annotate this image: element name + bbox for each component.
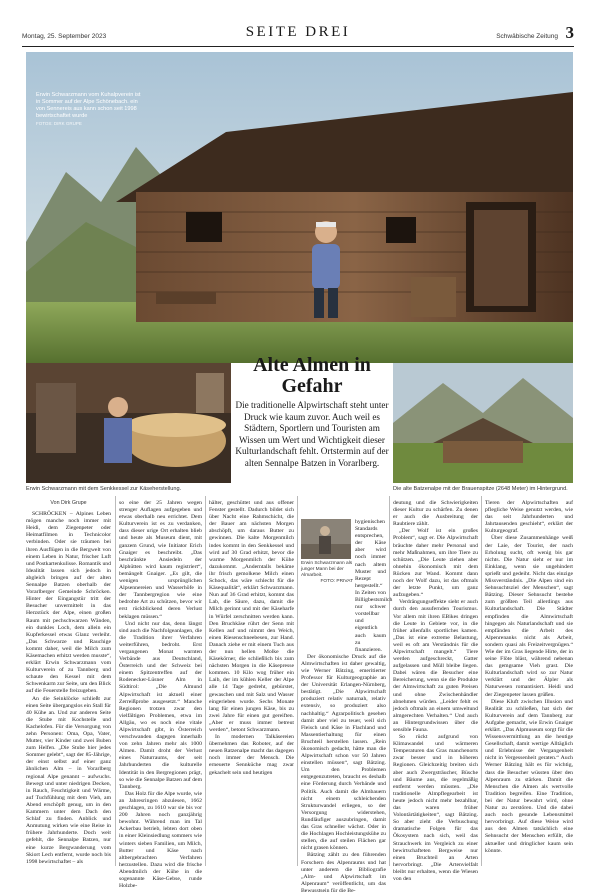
paragraph: Das Holz für die Alpe wurde, wie an Jahresringen abzulesen, 1662 geschlagen, zu 1610 war sie bis vor 200 Jahren noch ganzjährig bewohnt. Während man im Tal Ackerbau betrieb, lebten dort oben in einer Kleinsiedlung sommers wie winters sieben Familien, um Milch, Butter und Käse nach altbergebrachten Verfahren herzustellen. Dazu wird die frische Abendmilch der Kühe in die sogenannte Käse-Gebse, runde Holzbe- (119, 790, 202, 890)
article-column-1 (26, 500, 111, 866)
column-rule (297, 496, 298, 866)
kessel-photo-caption: Erwin Schwarzmann mit dem Senkkessel zur Käseherstellung. (26, 486, 182, 492)
column-rule (205, 496, 206, 866)
article-column-5 (393, 500, 478, 883)
paragraph: hygienischen Standards entsprechen, der Käse aber wird noch immer nach altem Muster und Rezept hergestellt.“ In Zeiten von Billigbestsmilch nur schwer vorstellbar und eigentlich auch kaum zu finanzieren. (355, 519, 393, 653)
paragraph: deutung und die Schwierigkeiten dieser Kultur zu schärfen. Zu denen er auch die Ausbreitung der Raubtiere zählt. (393, 500, 478, 528)
paragraph: Verdrängungseffekte sieht er auch durch den ausufernden Tourismus. Vor allem mit ihren EBikes dringen die Leute in Gebiete vor, in die früher allenfalls sportliches kamen. „Das ist eine extreme Belastung, weil es oft am Verständnis für die Alpwirtschaft mangelt.“ Tiere werden aufgeschreckt, Gatter aufgelassen und Müll bleibe liegen. Dabei wären die Besucher eine Bereicherung, wenn sie die Produkte der Almwirtschaft zu guten Preisen und ohne Zwischenhändler abnehmen würden. „Leider fehlt es jedoch oftmals an einem umweltund almgerechten Verhalten.“ Und auch an Hintergrundwissen über die sensible Fauna. (393, 599, 478, 733)
header-rule (22, 46, 574, 47)
paragraph: Tieren der Alpwirtschaften auf pflegliche Weise genutzt werden, wie das seit Jahrhunderten und Jahrtausenden geschieht“, erklärt der Kulturgeograf. (485, 500, 573, 535)
paper-name: Schwäbische Zeitung (496, 33, 558, 40)
batzenalpe-photo (393, 363, 573, 483)
paragraph: so eine der 25 Jahren wegen strenger Auflagen aufgegeben und etwas oberhalb neu errichtet. Dem Kulturverein ist es zu verdanken, dass dieser urige Ort erhalten blieb und heute als Museum dient, mit ganzem Grund, wie Initiator Erich Gnaiger es beschreibt. „Das beschränkte Ansiedeln der Alphütten wird kaum registriert“, bemängelt Gnaiger. „Es gilt, die wenigen ursprünglichen Alpsennereien und Wasserhöfe in der Tannbergregion wie eine bedrohte Art zu schützen, bevor wir erst rückblickend deren Verlust beklagen müssen.“ (119, 500, 202, 620)
column-rule (115, 496, 116, 866)
paragraph: Über diese Zusammenhänge weiß der Laie, der Tourist, der nach Erholung sucht, oft wenig bis gar nichts. Die Natur sieht er nur im Einklang, wenn sie ungehindert sprießt und gedeiht. Nicht das einzige Missverständnis. „Die Alpen sind ein Sehnsuchtsziel der Menschen“, sagt Bätzing. Dieser Sehnsucht bestehe zum größten Teil allerdings aus Kulturlandschaft. Die Städter empfinden die Almwirtschaft hingegen als Naturlandschaft und sie empfänden die Arbeit des Alpenrenanks nicht als Arbeit, sondern quasi als Freizeitvergnügen.“ Wie der im Gras liegende Hirte, der in seine Flöte bläst, während nebenan das gemgsame Vieh grast. Die Kulturlandschaft wird so zur Natur verklärt und der Älpler als Naturwesen romantisiert. Heidi und der Ziegenpeter lassen grüßen. (485, 535, 573, 698)
article-column-3 (209, 500, 294, 777)
page-number: 3 (565, 23, 574, 42)
batzenalpe-photo-caption: Die alte Batzenalpe mit der Brauenspitze (2648 Meter) im Hintergrund. (393, 486, 568, 492)
article-subhead: Die traditionelle Alpwirtschaft steht unter Druck wie kaum zuvor. Auch weil es Städtern, Sportlern und Touristen am Wissen um Wert und Wichtigkeit dieser Kulturlandschaft fehlt. Ortstermin auf der alten Sennalpe Batzen in Vorarlberg. (235, 400, 389, 468)
paragraph: hälter, geschüttet und aus offener Fenster gestellt. Dadurch bildet sich über Nacht eine Rahmschicht, die der Bauer am nächsten Morgen abschöpft, um daraus Butter zu gewinnen. Die kalte Morgenmilch indes kommt in den Senkkessel und wird auf 30 Grad erhitzt, bevor die warme Morgenmilch der Kühe dazukommt. „Anderntalls bekäme ihr frisch gemolkene Milch einen Schock, das wäre schlecht für die Käsequalität“, erklärt Schwarzmann. Nun auf 36 Grad erhitzt, kommt das Lab, die Säure, dazu, damit die Milch gerinnt und mit der Käseharfe in Würfel zerschnitten werden kann. Den Bruchkäse rührt der Senn mit Kellen auf und nimmt den Weich, einen Riesenschneebesen, zur Hand. Danach ziehe er mit einem Tuch aus der nun hellen Molke die Käsekörner, die schließlich bis zum nächsten Morgen in die Käsepresse kommen. 10 Kilo wog früher ein Laib, der im kühlen Keller der Alpe alle 14 Tage gedreht, gebürstet, gewaschen und mit Salz und Wasser eingerieben wurde. Sechs Monate lang für einen jungen Käse, bis zu zwei Jahre für einen gut gereiften. „Aber er muss immer betreut werden“, betont Schwarzmann. (209, 500, 294, 733)
caption-text: Erwin Schwarzmann als junger Mann bei der Almarbeit. (301, 561, 353, 578)
article-column-2 (119, 500, 202, 890)
paragraph: So rückt aufgrund von Klimawandel und wärmeren Temperaturen das Gras manchenorts zwar besser und in höheren Regionen. Gleichzeitig breiten sich aber auch Zwergsträucher, Büsche und Bäume aus, die regelmäßig entfernt werden müssten. „Die traditionelle Almpflegearbeit ist heute jedoch nicht mehr bezahlbar, das waren früher Volontärtätigkeiten“, sagt Bätzing. So aber zieht die Verbuschung dramatische Folgen für das Ökosystem nach sich, weil das Strauchwerk im Vergleich zu einer bewirtschafteten Bergweise nur einen Bruchteil an Arten hervorbringt. „Die Artenvielfalt bleibt nur erhalten, wenn die Wiesen von den (393, 734, 478, 882)
paragraph: Und nicht nur das, denn längst sind auch die Nachfolgeanlagen, die die Tradition ihrer Verfahren weiterführen, bedroht. Erst vergangenen Monat warnten Verbände aus Deutschland, Österreich und der Schweiz bei einem Spitzentreffen auf der Rodenecker-Lüsner Alm in Südtirol: „Die Almund Alpwirtschaft ist aktuell einer Zerreißprobe ausgesetzt.“ Manche Regionen trotzen zwar den vielfältigen Problemen, etwa im Allgäu, wo es noch eine vitale Alpwirtschaft gibt, in Österreich verschwanden dagegen innerhalb von zehn Jahren mehr als 1000 Almen. Damit droht der Verlust eines Naturraums, der seit Jahrhunderten die kulturelle Identität in den Bergregionen prägt, so wie die Sennalpe Batzen auf dem Tannberg. (119, 620, 202, 790)
section-title: SEITE DREI (245, 24, 351, 40)
paragraph: In modernen Talkäsereien übernehmen das Roboter, auf der neuen Ratzenalpe macht das dagegen noch immer der Mensch. Die erneuerte Sennküche mag zwar gekachelt sein und heutigen (209, 734, 294, 776)
issue-date: Montag, 25. September 2023 (22, 33, 107, 40)
column-rule (481, 496, 482, 866)
caption-text: Erwin Schwarzmann vom Kuhalpverein ist in Sommer auf der Alpe Schönebach. ein von Sennereis aus kann schon seit 1998 bewirtschaftet wurde (36, 92, 141, 119)
main-photo-caption (36, 92, 144, 127)
photo-credit: FOTOS: DIRK GRUPE (36, 121, 82, 126)
kessel-photo (26, 363, 231, 483)
paragraph: Der ökonomische Druck auf die Almwirtschaften ist daher gewaltig, wie Werner Bätzing, emeritierter Professor für Kulturgeographie an der Universität Erlangen-Nürnberg, bestätigt. „Die Alpwirtschaft produziert relativ naturnah, relativ extensiv, so produziert also nachhaltig.“ Agrarpolitisch gesehen damit aber viel zu teuer, weil sich Fleisch und Käse in Flachland und Massentierhaltung für einen Bruchteil herstellen lassen. „Rein ökonomisch gedacht, hätte man die Alpwirtschaft schon vor 50 Jahren einstellen müssen“, sagt Bätzing. Um den Problemen entgegenzutreten, braucht es deshalb eine Förderung durch Verbände und Politik. Auch damit die Almbauern nicht einem schleichenden Strukturwandel erliegen, so der Versorgung widerstehen, Rundläufiger auszubringen, damit das Gras schneller wächst. Oder in die Hochlagen Hochleistungskühe zu stellen, die auf steilen Flächen gar nicht grasen können. (301, 653, 386, 852)
paragraph: SCHRÖCKEN – Alpines Leben mögen manche noch immer mit Heidi, dem Ziegenpeter oder Heimatfilmen in Technicolor verbinden. Oder sie träumen bei ihren Ausflügen in die Bergwelt von einem Leben in Natur, frischer Luft und Postkartenkulisse. Romantik und Idealität lassen sich jedoch in abgleich bringen auf der alten Sennalpe Batzen oberhalb der Vorarlberger Gemeinde Schröcken. Hinter der Eingangstür tritt der Besucher unvermittelt in das Herzstück der Alpe, einen großen Raum mit pechschwarzen Wänden, ein dunkles Loch, dem allein ein Kupferkessel etwas Glanz verleiht. „Das Schwarze und Rauchige kommt daher, weil die Milch zum Käsemachen erhitzt werden musste“, erklärt Erwin Schwarzmann vom Kulturverein of zu Tannberg und schaute den Kessel mit dem Schwenkarm zur Seite, um den Blick auf die Feuerstelle freizugeben. (26, 511, 111, 695)
inset-photo-caption (301, 561, 353, 585)
photo-credit: FOTO: PRIVAT (320, 579, 353, 584)
article-column-6 (485, 500, 573, 855)
column-rule (389, 496, 390, 866)
paragraph: Diese Kluft zwischen Illusion und Realität zu schließen, hat sich der Kulturverein auf dem Tannberg zur Aufgabe gemacht, wie Erwin Gnaiger erklärt. „Das Alpmuseum sorgt für die Wissensvermittlung an die heutige Gesellschaft, damit wertige Alltäglich und Erlebnisse der Vergangenheit nicht in Vergessenheit geraten.“ Auch Werner Bätzing hält es für wichtig, dass die Besucher wüssten über den Alpenraum zu stärken. Damit die Menschen die Almen als wertvolle Tradition begreifen. Eine Tradition, bei der Natur bewahrt wird, ohne Natur zu zerstören. Und die dabei auch noch gesunde Lebensmittel hervorbringt. Auf diese Weise wird aus den Almen tatsächlich eine Sehnsucht der Menschen erfüllt, die aktueller und dringlicher kaum sein könnte. (485, 698, 573, 854)
paragraph: An die Seinklöcke schließt zur einen Seite übergangslos ein Stall für 40 Kühe an. Und zur anderen Seite die Stube mit Kochstelle und Kachelofen. Für die Versorgung von zehn Personen: Oma, Opa, Vater, Mutter, vier Kinder und zwei Buben zum Helfen. „Die Stube hier jedes Sommer gelebt“, sagt der 85-Jährige, der einst selbst auf einer ganz ähnlichen Alm – in Vorarlberg regional Alpe genannt – aufwuchs. Bewegt und unter niedrigen Decken, in Rauch, Feuchtigkeit und Wärme, auf Tuchfühlung mit dem Vieh, am Abend erschöpft genug, um in den Kammern unter dem Dach den Schlaf zu finden. Anblick und Anmutung wirken wie eine Reise in frühere Jahrhunderte. Doch weit gefehlt, die Sennalpe Batzen, nur eine kurze Bergwanderung vom Skiort Lech entfernt, wurde noch bis 1998 bewirtschaftet – als (26, 695, 111, 865)
inset-photo (301, 519, 351, 559)
paragraph: „Der Wolf ist ein großes Problem“, sagt er. Die Alpwirtschaft bräuchte daher mehr Personal und mehr Maßnahmen, um ihre Tiere zu schützen. „Die Leute ziehen aber ohnehin ökonomisch mit dem Rücken zur Wand. Kommt dann noch der Wolf dazu, ist das oftmals der letzte Punkt, um ganz aufzugeben.“ (393, 528, 478, 599)
article-headline: Alte Almen in Gefahr (253, 354, 371, 397)
author-line: Von Dirk Grupe (50, 500, 87, 506)
page-header (22, 24, 574, 44)
paragraph: Bätzing zählt zu den führenden Forschern des Alpenraums und hat unter anderem die Bibliografie „Alm- und Alpwirtschaft im Alpenraum“ veröffentlicht, um das Bewusstsein für die Be- (301, 852, 386, 894)
